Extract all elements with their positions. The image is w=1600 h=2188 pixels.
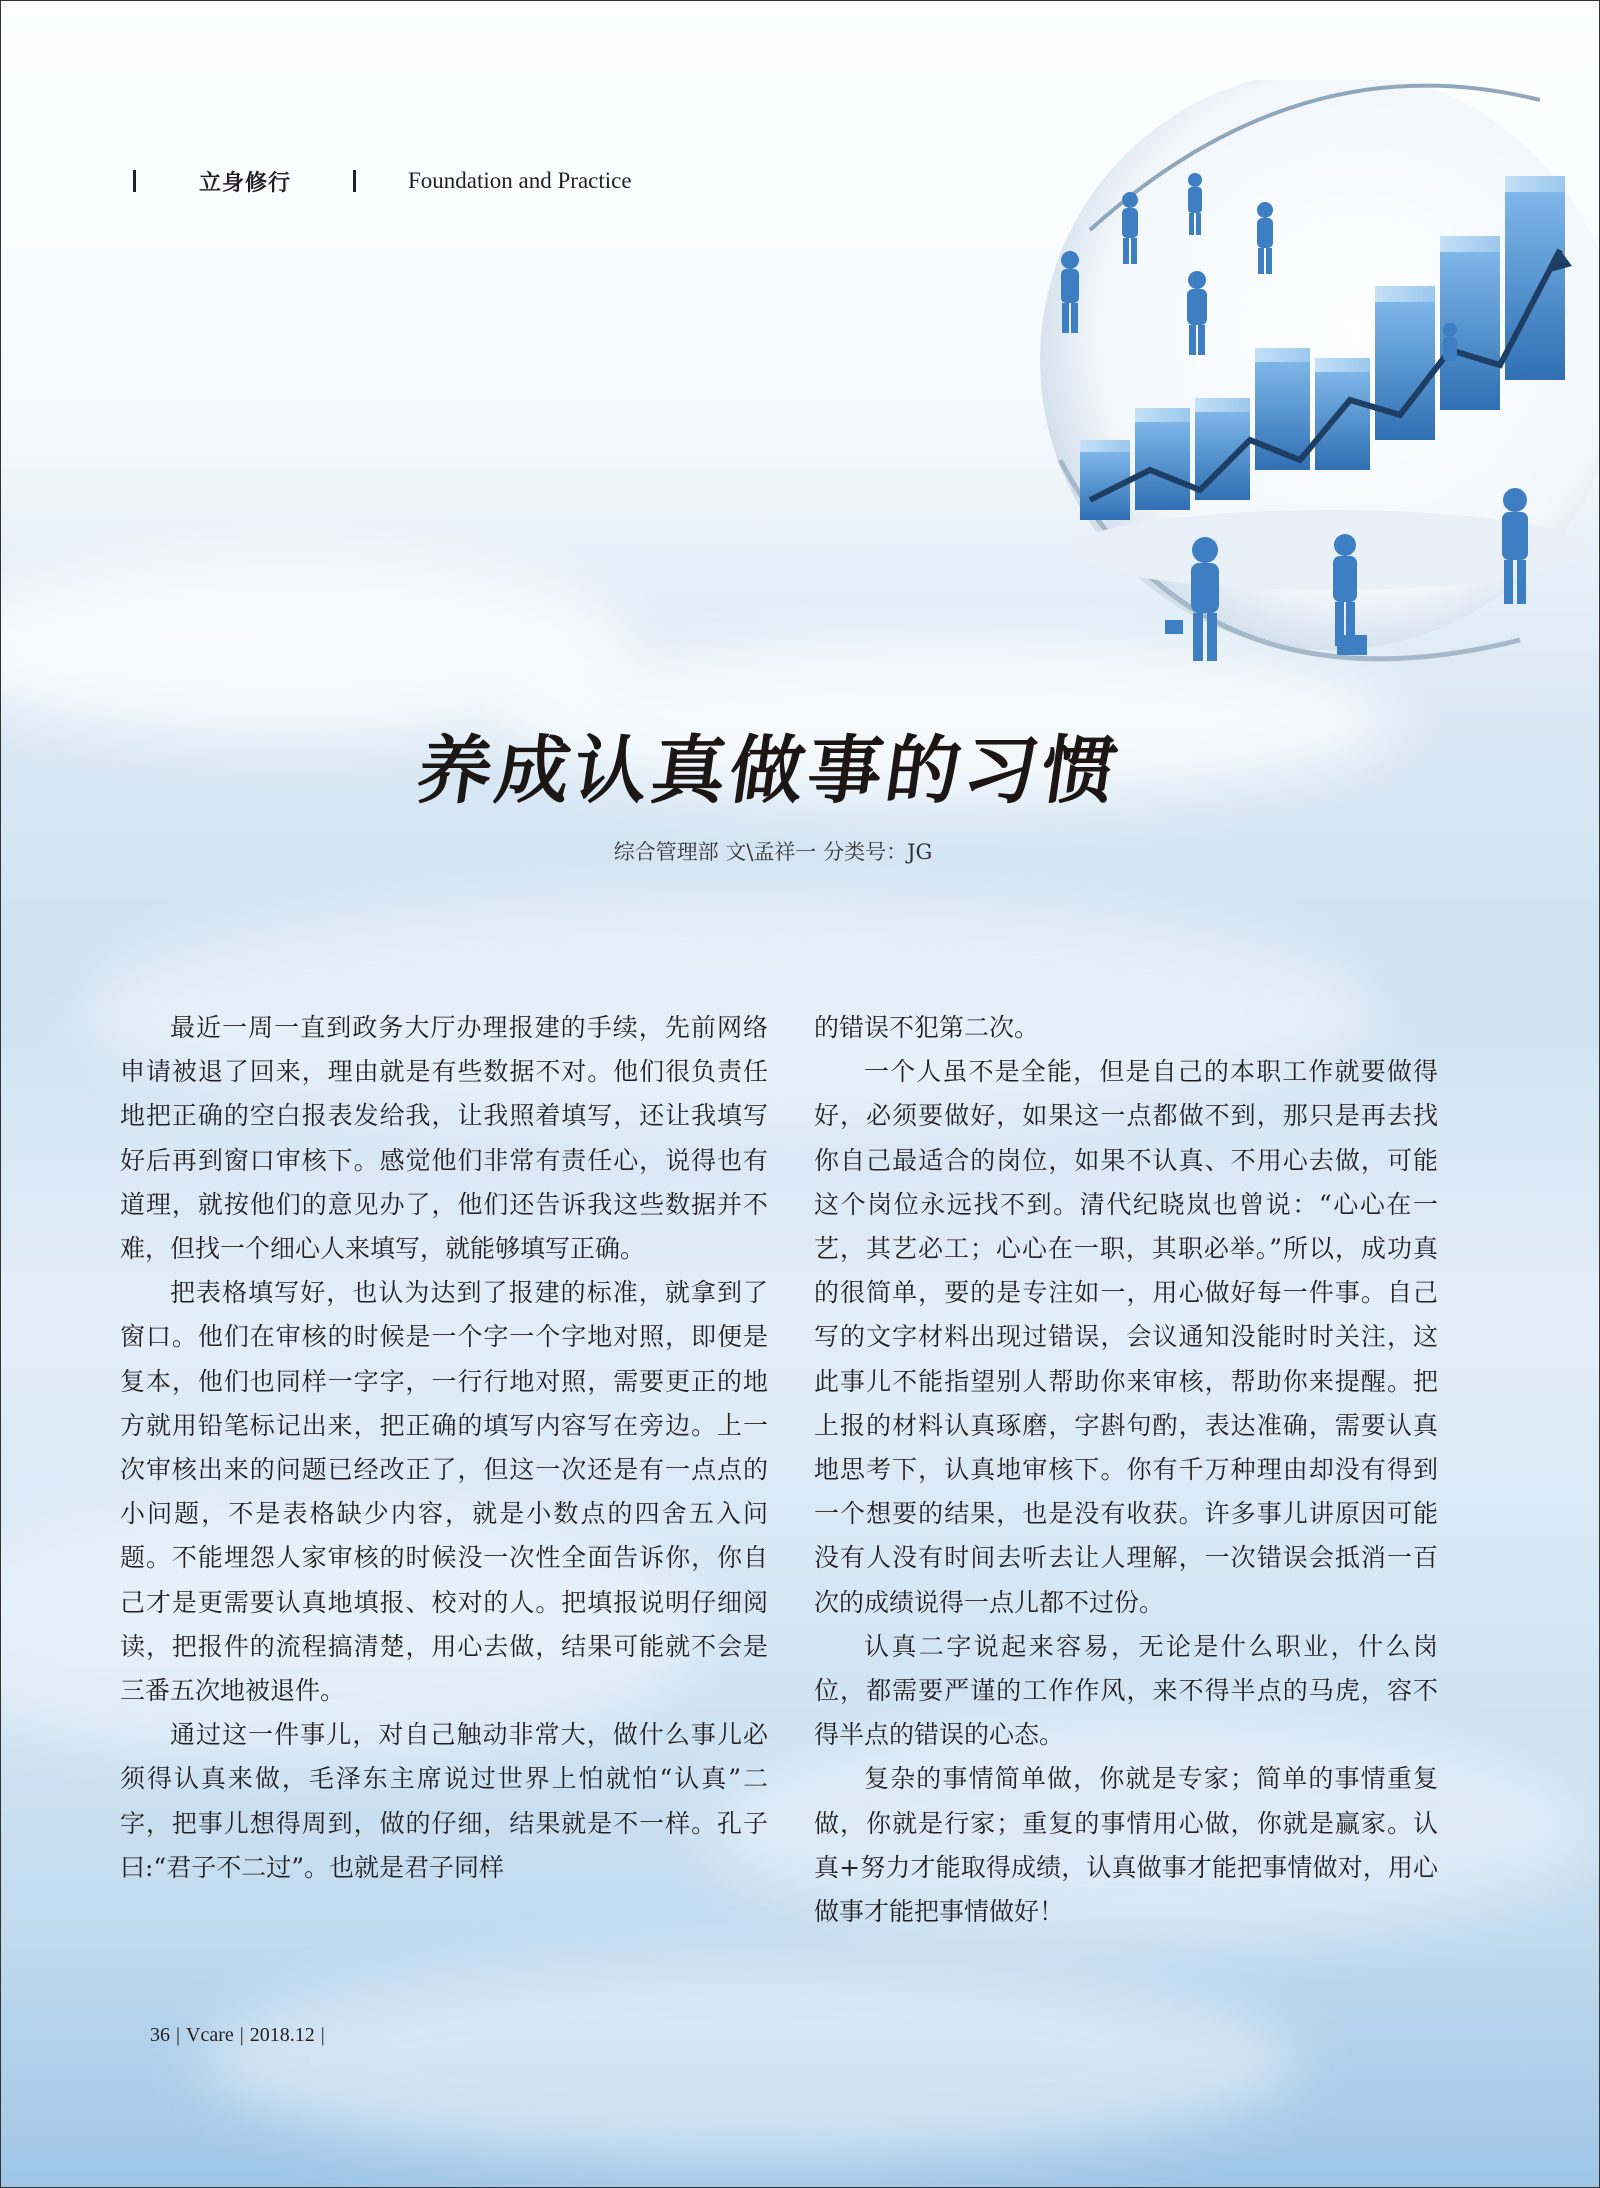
article-title: 养成认真做事的习惯 xyxy=(412,728,1127,814)
section-header xyxy=(133,166,632,196)
header-divider xyxy=(353,170,356,192)
footer-divider: | xyxy=(320,2024,325,2046)
magazine-name: Vcare xyxy=(186,2024,234,2046)
paragraph: 通过这一件事儿，对自己触动非常大，做什么事儿必须得认真来做，毛泽东主席说过世界上怕就怕“认真”二字，把事儿想得周到，做的仔细，结果就是不一样。孔子曰:“君子不二过”。也就是君子同样 xyxy=(120,1720,768,1882)
paragraph-continuation: 的错误不犯第二次。 xyxy=(814,1013,1040,1042)
page-footer xyxy=(150,2024,331,2047)
article-right-column xyxy=(814,1006,1438,1934)
paragraph: 复杂的事情简单做，你就是专家；简单的事情重复做，你就是行家；重复的事情用心做，你就是赢家。认真+努力才能取得成绩，认真做事才能把事情做对，用心做事才能把事情做好！ xyxy=(814,1764,1438,1927)
footer-divider: | xyxy=(176,2024,181,2046)
paragraph: 认真二字说起来容易，无论是什么职业，什么岗位，都需要严谨的工作作风，来不得半点的马虎，容不得半点的错误的心态。 xyxy=(814,1631,1438,1750)
footer-divider: | xyxy=(239,2024,244,2046)
article-left-column xyxy=(120,1006,768,1890)
section-title-cn: 立身修行 xyxy=(199,170,292,196)
paragraph: 最近一周一直到政务大厅办理报建的手续，先前网络申请被退了回来，理由就是有些数据不对。他们很负责任地把正确的空白报表发给我，让我照着填写，还让我填写好后再到窗口审核下。感觉他们非常有责任心，说得也有道理，就按他们的意见办了，他们还告诉我这些数据并不难，但找一个细心人来填写，就能够填写正确。 xyxy=(120,1013,768,1264)
section-title-en: Foundation and Practice xyxy=(408,168,632,193)
article-byline: 综合管理部 文\孟祥一 分类号：JG xyxy=(613,840,933,864)
header-divider xyxy=(133,170,136,192)
issue-date: 2018.12 xyxy=(249,2024,315,2046)
paragraph: 把表格填写好，也认为达到了报建的标准，就拿到了窗口。他们在审核的时候是一个字一个字地对照，即便是复本，他们也同样一字字，一行行地对照，需要更正的地方就用铅笔标记出来，把正确的填写内容写在旁边。上一次审核出来的问题已经改正了，但这一次还是有一点点的小问题，不是表格缺少内容，就是小数点的四舍五入问题。不能埋怨人家审核的时候没一次性全面告诉你，你自己才是更需要认真地填报、校对的人。把填报说明仔细阅读，把报件的流程搞清楚，用心去做，结果可能就不会是三番五次地被退件。 xyxy=(120,1278,768,1706)
business-growth-illustration xyxy=(1000,80,1600,720)
page-number: 36 xyxy=(150,2024,170,2046)
paragraph: 一个人虽不是全能，但是自己的本职工作就要做得好，必须要做好，如果这一点都做不到，那只是再去找你自己最适合的岗位，如果不认真、不用心去做，可能这个岗位永远找不到。清代纪晓岚也曾说：“心心在一艺，其艺必工；心心在一职，其职必举。”所以，成功真的很简单，要的是专注如一，用心做好每一件事。自己写的文字材料出现过错误，会议通知没能时时关注，这此事儿不能指望别人帮助你来审核，帮助你来提醒。把上报的材料认真琢磨，字斟句酌，表达准确，需要认真地思考下，认真地审核下。你有千万种理由却没有得到一个想要的结果，也是没有收获。许多事儿讲原因可能没有人没有时间去听去让人理解，一次错误会抵消一百次的成绩说得一点儿都不过份。 xyxy=(814,1057,1438,1617)
